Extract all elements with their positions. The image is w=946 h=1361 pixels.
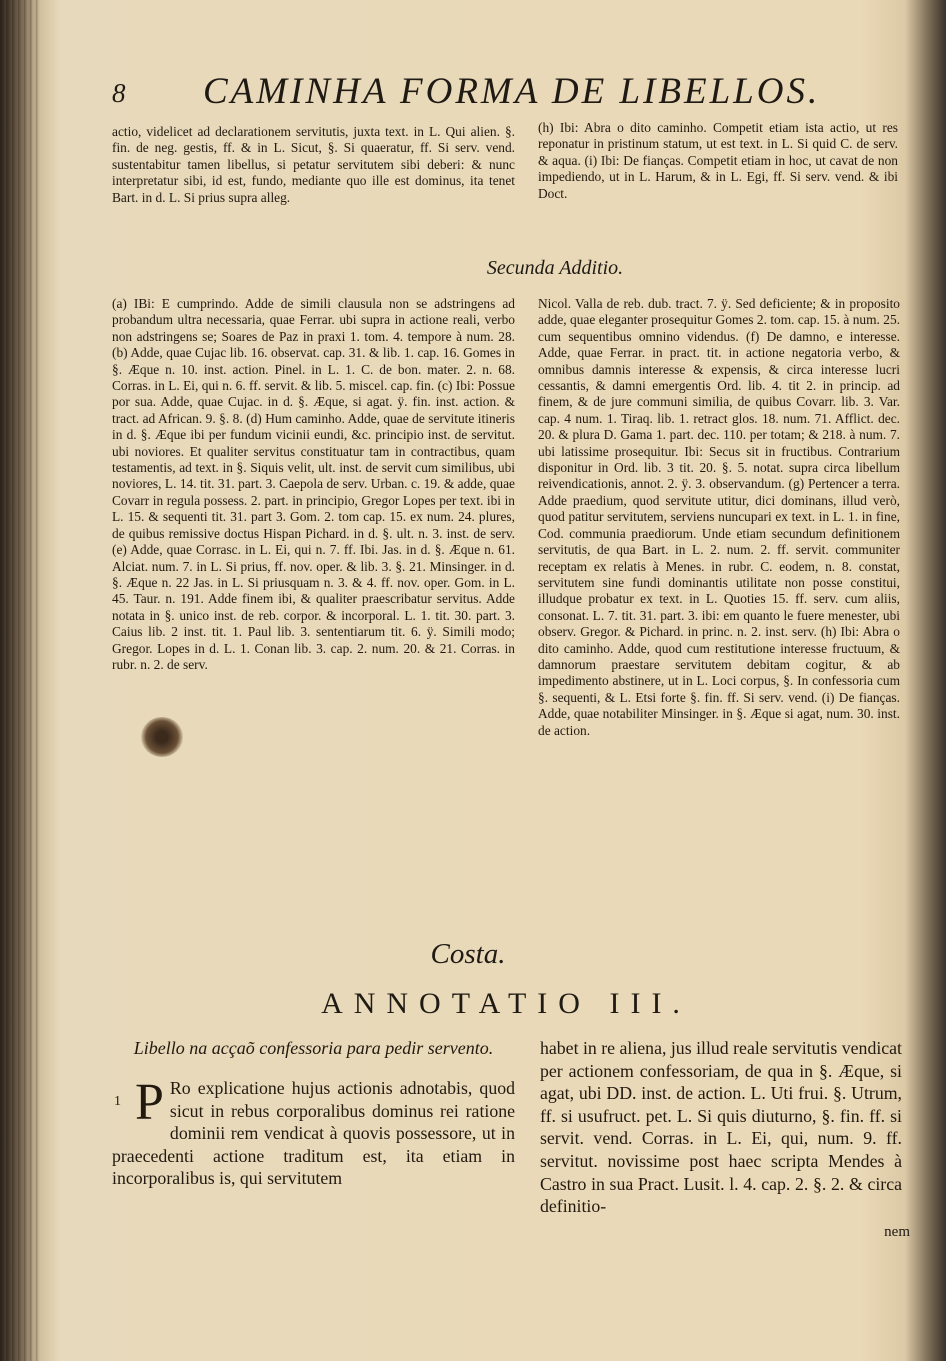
top-left-text: actio, videlicet ad declarationem servitutis, juxta text. in L. Qui alien. §. fin. de neg. gestis, ff. & in L. Sicut, §. Si quaeratur, ff. Si serv. vend. sustentabitur tamen libellus, si petatur servitutem sibi deberi: & nunc interpretatur sibi, id est, fundo, mediante quo ille est dominus, ita tenet Bart. in d. L. Si prius supra alleg. <box>112 124 515 205</box>
bottom-right-text: habet in re aliena, jus illud reale servitutis vendicat per actionem confessoriam, de qua in §. Æque, si agat, ubi DD. inst. de action. L. Uti frui. §. Utrum, ff. si usufruct. pet. L. Si quis diuturno, §. fin. ff. si servit. vend. Corras. in L. Ei, qui, num. 9. ff. servitut. novissime post haec scripta Mendes à Castro in sua Pract. Lusit. l. 4. cap. 2. §. 2. & circa definitio- <box>540 1038 902 1217</box>
page-number: 8 <box>112 78 126 108</box>
top-right-column <box>538 120 898 202</box>
bottom-left-column <box>112 1037 515 1190</box>
paragraph-number: 1 <box>114 1094 121 1109</box>
thumb-stain <box>141 717 183 757</box>
libello-title: Libello na acçaõ confessoria para pedir servento. <box>133 1038 494 1058</box>
mid-left-text: (a) IBi: E cumprindo. Adde de simili clausula non se adstringens ad probandum ultra necessaria, quae Ferrar. ubi supra in actione reali, verbo non adstringens se; Soares de Paz in praxi 1. tom. 4. tempore à num. 28. (b) Adde, quae Cujac lib. 16. observat. cap. 31. & lib. 1. cap. 16. Gomes in §. Æque n. 10. inst. action. Pinel. in L. 1. C. de bon. mater. 2. n. 68. Corras. in L. Ei, qui n. 6. ff. servit. & lib. 5. miscel. cap. fin. (c) Ibi: Possue por sua. Adde, quae Cujac. in d. §. Æque, si agat. ÿ. fin. inst. action. & tract. ad African. 9. §. 8. (d) Hum caminho. Adde, quae de servitute itineris in d. §. Æque ibi per fundum vicinii eundi, &c. principio inst. de servitut. ubi noviores. Et qualiter servitus constituatur tam in contractibus, quam testamentis, ad text. in §. Siquis velit, ult. inst. de servit cum similibus, ubi noviores, L. 14. tit. 31. part. 3. Caepola de serv. Urban. c. 19. & adde, quae Covarr in regula possess. 2. part. in principio, Gregor Lopes per text. ibi in L. 15. & sequenti tit. 31. part 3. Gom. 2. tom cap. 15. ex num. 24. plures, de quibus remissive doctus Hispan Pichard. in d. §. ult. n. 3. inst. de serv. (e) Adde, quae Corrasc. in L. Ei, qui n. 7. ff. Ibi. Jas. in d. §. Æque n. 61. Alciat. num. 7. in L. Si prius, ff. nov. oper. & lib. 3. §. 21. Minsinger. in d. §. Æque n. 22 Jas. in L. Si priusquam n. 3. & 4. ff. nov. oper. Gom. in L. 45. Taur. n. 191. Adde finem ibi, & qualiter praescribatur servitus. Adde notata in §. unico inst. de reb. corpor. & incorporal. L. 1. tit. 30. part. 3. Caius lib. 2 inst. tit. 1. Paul lib. 3. sententiarum tit. 6. ÿ. Simili modo; Gregor. Lopes in d. L. 1. Conan lib. 3. cap. 2. num. 20. & 21. Corras. in rubr. n. 2. de serv. <box>112 296 515 672</box>
drop-cap: P <box>135 1074 164 1131</box>
section-title: Secunda Additio. <box>486 257 624 279</box>
mid-right-column <box>538 296 900 739</box>
annotatio-heading: ANNOTATIO III. <box>321 987 691 1020</box>
mid-left-column <box>112 296 515 673</box>
running-title: CAMINHA FORMA DE LIBELLOS. <box>203 71 821 112</box>
top-right-text: (h) Ibi: Abra o dito caminho. Competit etiam ista actio, ut res reponatur in pristinum statum, ut est text. in L. Si quid C. de serv. & aqua. (i) Ibi: De fianças. Competit etiam in hoc, ut cavat de non impediendo, ut in L. Harum, & in L. Egi, ff. Si serv. vend. & ibi Doct. <box>538 120 898 201</box>
top-left-column <box>112 124 515 206</box>
bottom-left-text: Ro explicatione hujus actionis adnotabis, quod sicut in rebus corporalibus dominus rei ratione dominii rem vendicat à quovis possessore, ut in praecedenti actione traditum est, ita etiam in incorporalibus is, qui servitutem <box>112 1078 515 1189</box>
bottom-right-column <box>540 1037 902 1218</box>
costa-heading: Costa. <box>430 938 506 970</box>
mid-right-text: Nicol. Valla de reb. dub. tract. 7. ÿ. Sed deficiente; & in proposito adde, quae eleganter prosequitur Gomes 2. tom. cap. 15. à num. 25. cum sequentibus omnino videndus. (f) De damno, e interesse. Adde, quae Ferrar. in pract. tit. in actione negatoria verbo, & omnibus damnis interesse & expensis, & circa interesse lucri cessantis, & damni emergentis Ord. lib. 4. tit 2. in princip. ad finem, & de jure communi similia, de quibus Covarr. lib. 3. Var. cap. 4 num. 1. Tiraq. lib. 1. retract glos. 18. num. 71. Afflict. dec. 20. & plura D. Gama 1. part. dec. 110. per totam; & 218. à num. 7. ubi latissime prosequitur. Ibi: Secus sit in fructibus. Contrarium disponitur in Ord. lib. 3 tit. 20. §. 5. notat. supra circa libellum reivendicationis, annot. 2. ÿ. 3. observandum. (g) Pertencer a terra. Adde praedium, quod servitute utitur, dici dominans, illud verò, quod patitur servitutem, serviens nuncupari ex text. in L. 1. in fine, Cod. communia praediorum. Unde etiam secundum definitionem servitutis, de qua Bart. in L. 2. num. 2. ff. servit. communiter receptam ex relatis à Menes. in rubr. C. eodem, n. 8. constat, servitutem sine fundi dominantis utilitate non posse constitui, illudque probatur ex text. in L. Quoties 15. ff. serv. cum aliis, consonat. L. 7. tit. 31. part. 3. ibi: em quanto le fuere menester, ubi observ. Gregor. & Pichard. in princ. n. 2. inst. serv. (h) Ibi: Abra o dito caminho. Adde, quod cum restitutione interesse fructuum, & damnorum praestare servitutem debitam cogitur, & ab impedimento abstinere, ut in L. Loci corpus, §. In confessoria cum §. sequenti, & L. Etsi forte §. fin. ff. Si serv. vend. (i) De fianças. Adde, quae notabiliter Minsinger. in §. Æque si agat, num. 30. inst. de action. <box>538 296 900 738</box>
catchword: nem <box>884 1224 910 1240</box>
book-gutter <box>0 0 40 1361</box>
